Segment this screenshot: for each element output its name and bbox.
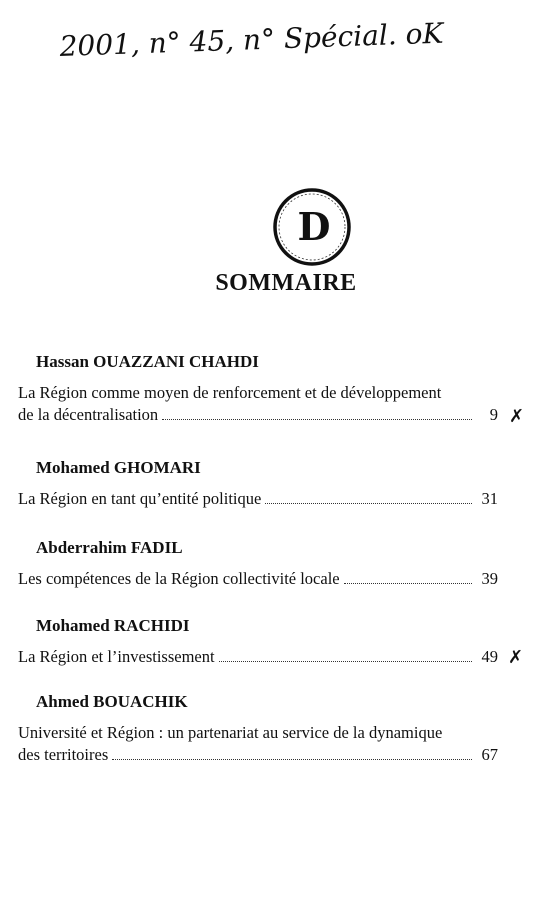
article-title <box>18 488 498 510</box>
handwritten-note-text: 2001, n° 45, n° Spécial. oK <box>59 16 444 63</box>
article-title <box>18 568 498 590</box>
article-title-line2: de la décentralisation <box>18 405 159 424</box>
page-title: SOMMAIRE <box>215 270 357 296</box>
check-mark-icon: ✗ <box>508 647 524 668</box>
article-title-line2: La Région en tant qu’entité politique <box>18 489 262 508</box>
page-number: 9 <box>489 405 498 424</box>
article-title <box>18 722 498 766</box>
article-title-line1: La Région comme moyen de renforcement et de développement <box>18 383 442 402</box>
article-title <box>18 646 498 668</box>
author-name: Mohamed RACHIDI <box>36 616 190 635</box>
article-title-line2: des territoires <box>18 745 109 764</box>
stamp-logo <box>271 186 353 268</box>
page-number: 49 <box>481 647 498 666</box>
page-number: 67 <box>481 745 498 764</box>
article-title-line2: La Région et l’investissement <box>18 647 215 666</box>
author-name: Hassan OUAZZANI CHAHDI <box>36 352 259 371</box>
check-mark-icon: ✗ <box>509 406 525 427</box>
handwritten-annotation <box>60 18 540 78</box>
page-number: 31 <box>481 489 498 508</box>
toc-entry <box>18 538 498 590</box>
article-title <box>18 382 498 426</box>
leader-dots <box>219 660 472 662</box>
leader-dots <box>265 502 472 504</box>
stamp-letter: D <box>297 204 331 249</box>
article-title-line2: Les compétences de la Région collectivité locale <box>18 569 340 588</box>
leader-dots <box>344 582 472 584</box>
leader-dots <box>112 758 472 760</box>
leader-dots <box>162 418 472 420</box>
author-name: Abderrahim FADIL <box>36 538 183 557</box>
toc-entry <box>18 352 498 426</box>
author-name: Ahmed BOUACHIK <box>36 692 188 711</box>
page-number: 39 <box>481 569 498 588</box>
author-name: Mohamed GHOMARI <box>36 458 201 477</box>
article-title-line1: Université et Région : un partenariat au service de la dynamique <box>18 723 443 742</box>
toc-entry <box>18 458 498 510</box>
toc-entry <box>18 616 498 668</box>
toc-entry <box>18 692 498 766</box>
